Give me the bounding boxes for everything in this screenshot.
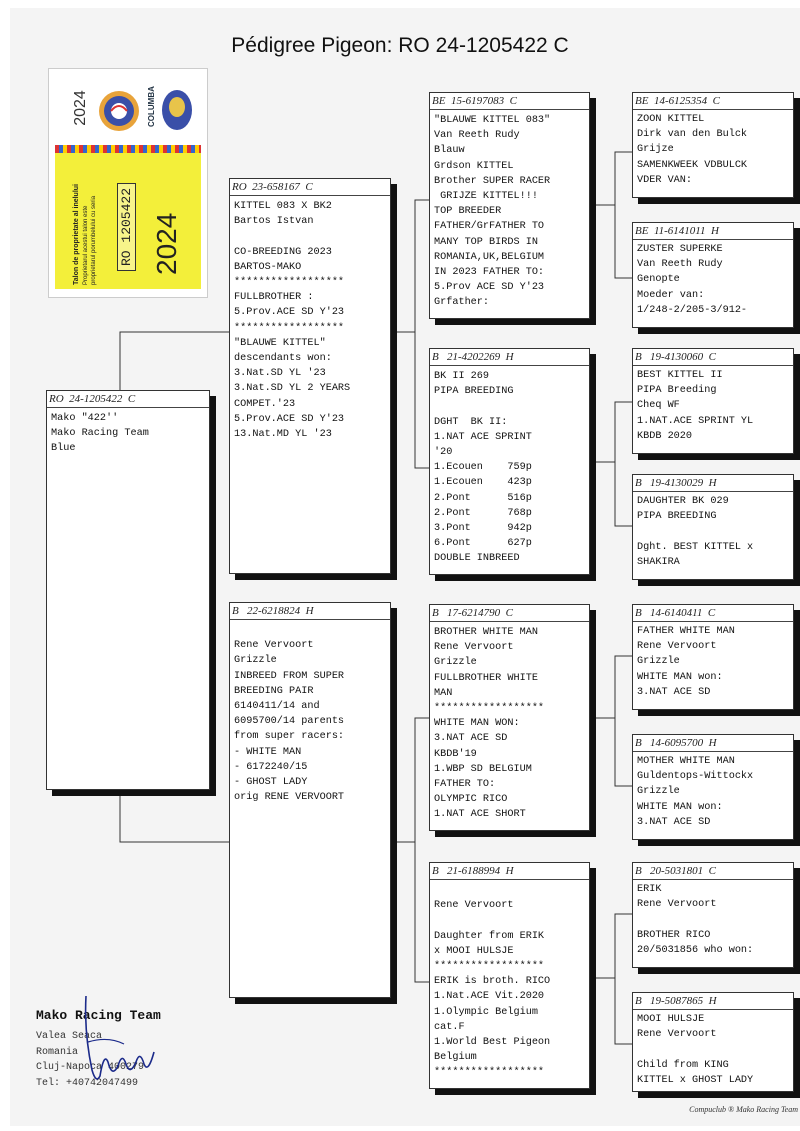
card-line: FATHER/GrFATHER TO: [434, 221, 545, 233]
card-line: DGHT BK II:: [434, 416, 508, 428]
card-line: Rene Vervoort: [234, 640, 314, 652]
card-line: from super racers:: [234, 731, 345, 743]
card-line: 6140411/14 and: [234, 701, 320, 712]
card-line: 5.Prov.ACE SD Y'23: [234, 413, 345, 425]
label-brand: COLUMBA: [147, 86, 156, 127]
card-line: [637, 1043, 789, 1058]
card-line: INBREED FROM SUPER: [234, 670, 345, 682]
card-line: [234, 229, 386, 244]
card-line: COMPET.'23: [234, 398, 296, 410]
card-line: PIPA BREEDING: [637, 511, 717, 523]
card-line: Blue: [51, 443, 76, 455]
card-line: KBDB 2020: [637, 430, 693, 442]
card-line: Romania: [36, 1046, 79, 1058]
card-line: 5.Prov.ACE SD Y'23: [234, 307, 345, 319]
card-line: 1.NAT ACE SPRINT: [434, 431, 532, 443]
card-line: [234, 623, 386, 638]
card-line: x MOOI HULSJE: [434, 945, 514, 957]
card-line: 1.NAT ACE SHORT: [434, 809, 526, 821]
label-text-line3: proprietarul porumbelului cu seria: [91, 195, 97, 285]
card-line: 1.World Best Pigeon: [434, 1037, 551, 1048]
card-line: 2.Pont 516p: [434, 492, 532, 504]
card-line: - WHITE MAN: [234, 746, 302, 758]
card-line: 20/5031856 who won:: [637, 944, 754, 956]
card-lines: [434, 625, 585, 823]
card-line: Van Reeth Rudy: [434, 130, 520, 142]
sire-sire-card: [429, 92, 590, 319]
card-line: 3.NAT ACE SD: [637, 816, 711, 828]
card-line: FATHER TO:: [434, 779, 496, 791]
card-line: 1.Nat.ACE Vit.2020: [434, 991, 545, 1003]
card-line: FATHER WHITE MAN: [637, 626, 735, 637]
sire-card: [229, 178, 391, 574]
card-line: 3.Nat.SD YL '23: [234, 368, 326, 380]
card-line: Grizzle: [234, 655, 277, 667]
card-line: 1.Ecouen 759p: [434, 462, 532, 474]
card-line: [434, 399, 585, 414]
card-line: ERIK: [637, 884, 662, 895]
card-line: 6095700/14 parents: [234, 716, 345, 728]
dam-dam-card: [429, 862, 590, 1089]
card-line: Van Reeth Rudy: [637, 259, 723, 271]
label-year-big: 2024: [151, 212, 182, 275]
card-line: descendants won:: [234, 353, 332, 365]
ring-number: BE 15-6197083 C: [430, 95, 589, 110]
card-line: Cluj-Napoca 400279: [36, 1062, 145, 1073]
label-year: 2024: [71, 90, 89, 126]
card-lines: [637, 883, 789, 959]
card-line: WHITE MAN won:: [637, 801, 723, 813]
card-line: Mako "422'': [51, 413, 119, 424]
card-line: Grfather:: [434, 297, 490, 309]
ggp-dds-card: [632, 862, 794, 968]
card-line: 1.Olympic Belgium: [434, 1006, 538, 1018]
sire-dam-card: [429, 348, 590, 575]
ring-number: B 22-6218824 H: [230, 605, 390, 620]
card-lines: [637, 369, 789, 445]
dam-card: [229, 602, 391, 998]
card-line: 13.Nat.MD YL '23: [234, 429, 332, 441]
card-line: ******************: [434, 1067, 545, 1079]
card-line: Grijze: [637, 144, 674, 156]
card-line: Child from KING: [637, 1059, 729, 1071]
card-line: BEST KITTEL II: [637, 370, 723, 381]
card-line: Rene Vervoort: [434, 900, 514, 912]
ring-number: RO 24-1205422 C: [47, 393, 209, 408]
card-line: DAUGHTER BK 029: [637, 496, 729, 507]
card-line: KBDB'19: [434, 748, 477, 760]
subject-pigeon-card: [46, 390, 210, 790]
signature-icon: [78, 992, 162, 1088]
card-lines: [234, 623, 386, 805]
card-line: IN 2023 FATHER TO:: [434, 267, 545, 279]
card-line: [434, 913, 585, 928]
card-line: Genopte: [637, 274, 680, 286]
card-line: 1.WBP SD BELGIUM: [434, 763, 532, 775]
card-line: SHAKIRA: [637, 556, 680, 568]
card-line: BK II 269: [434, 371, 490, 382]
card-lines: [51, 411, 205, 457]
card-line: Brother SUPER RACER: [434, 175, 551, 187]
card-line: 1.Ecouen 423p: [434, 477, 532, 489]
card-lines: [234, 199, 386, 442]
card-line: GRIJZE KITTEL!!!: [434, 191, 538, 203]
card-lines: [637, 1013, 789, 1089]
card-line: MAN: [434, 687, 453, 699]
card-line: FULLBROTHER :: [234, 292, 314, 304]
card-line: ZOON KITTEL: [637, 114, 705, 125]
card-line: ******************: [234, 322, 345, 334]
card-line: CO-BREEDING 2023: [234, 246, 332, 258]
card-line: 3.NAT ACE SD: [434, 733, 508, 745]
card-lines: [637, 755, 789, 831]
card-line: MOTHER WHITE MAN: [637, 756, 735, 767]
ring-number: B 19-4130029 H: [633, 477, 793, 492]
card-line: orig RENE VERVOORT: [234, 792, 345, 804]
card-line: [434, 883, 585, 898]
page-title: Pédigree Pigeon: RO 24-1205422 C: [231, 34, 569, 57]
ggp-dss-card: [632, 604, 794, 710]
card-line: Rene Vervoort: [637, 1029, 717, 1041]
card-line: - 6172240/15: [234, 761, 308, 773]
card-line: PIPA BREEDING: [434, 386, 514, 398]
card-line: WHITE MAN WON:: [434, 718, 520, 730]
card-line: "BLAUWE KITTEL 083": [434, 115, 551, 126]
card-lines: [637, 625, 789, 701]
card-line: VDER VAN:: [637, 174, 693, 186]
card-line: 3.Nat.SD YL 2 YEARS: [234, 383, 351, 395]
card-line: BARTOS-MAKO: [234, 261, 302, 273]
ring-number: B 17-6214790 C: [430, 607, 589, 622]
card-lines: [434, 113, 585, 311]
card-lines: [637, 495, 789, 571]
ring-number: BE 11-6141011 H: [633, 225, 793, 240]
card-line: 1/248-2/205-3/912-: [637, 304, 748, 316]
card-line: [637, 525, 789, 540]
card-line: FULLBROTHER WHITE: [434, 672, 538, 684]
ring-number: BE 14-6125354 C: [633, 95, 793, 110]
card-line: Grdson KITTEL: [434, 160, 514, 172]
card-line: - GHOST LADY: [234, 777, 308, 789]
card-line: TOP BREEDER: [434, 206, 502, 218]
card-line: Mako Racing Team: [51, 428, 149, 440]
card-line: 2.Pont 768p: [434, 507, 532, 519]
card-line: "BLAUWE KITTEL": [234, 337, 326, 349]
card-line: Valea Seaca: [36, 1031, 103, 1042]
card-line: BREEDING PAIR: [234, 685, 314, 697]
ring-number: B 19-4130060 C: [633, 351, 793, 366]
card-line: Rene Vervoort: [434, 642, 514, 654]
card-line: KITTEL x GHOST LADY: [637, 1074, 754, 1086]
card-line: ROMANIA,UK,BELGIUM: [434, 251, 545, 263]
card-line: 6.Pont 627p: [434, 538, 532, 550]
card-line: Rene Vervoort: [637, 899, 717, 911]
card-line: ******************: [434, 703, 545, 715]
card-line: Belgium: [434, 1052, 477, 1064]
card-line: BROTHER RICO: [637, 929, 711, 941]
card-line: BROTHER WHITE MAN: [434, 627, 538, 638]
card-line: Rene Vervoort: [637, 641, 717, 653]
card-line: '20: [434, 447, 453, 458]
card-line: Moeder van:: [637, 289, 705, 301]
card-line: cat.F: [434, 1021, 465, 1033]
ring-number: B 14-6095700 H: [633, 737, 793, 752]
card-line: Bartos Istvan: [234, 216, 314, 228]
card-line: Daughter from ERIK: [434, 930, 545, 942]
card-line: MOOI HULSJE: [637, 1014, 705, 1025]
card-line: WHITE MAN won:: [637, 671, 723, 683]
footer-credit: Compuclub ® Mako Racing Team: [689, 1105, 798, 1114]
card-line: 3.NAT ACE SD: [637, 686, 711, 698]
label-ring-number: RO 1205422: [117, 183, 136, 271]
card-lines: [434, 883, 585, 1081]
card-line: MANY TOP BIRDS IN: [434, 236, 538, 248]
ring-number: RO 23-658167 C: [230, 181, 390, 196]
card-line: 3.Pont 942p: [434, 523, 532, 535]
card-line: ZUSTER SUPERKE: [637, 244, 723, 255]
card-line: KITTEL 083 X BK2: [234, 201, 332, 212]
card-line: DOUBLE INBREED: [434, 553, 520, 565]
card-line: SAMENKWEEK VDBULCK: [637, 159, 748, 171]
ring-number: B 21-4202269 H: [430, 351, 589, 366]
card-line: Dght. BEST KITTEL x: [637, 541, 754, 553]
ggp-dsd-card: [632, 734, 794, 840]
card-line: Grizzle: [637, 656, 680, 668]
card-line: ERIK is broth. RICO: [434, 976, 551, 988]
ggp-sdd-card: [632, 474, 794, 580]
card-line: ******************: [234, 277, 345, 288]
card-line: Blauw: [434, 145, 465, 157]
card-line: Tel: +40742047499: [36, 1077, 139, 1089]
card-line: PIPA Breeding: [637, 385, 717, 397]
card-line: Guldentops-Wittockx: [637, 771, 754, 783]
card-line: [637, 913, 789, 928]
owner-name: Mako Racing Team: [36, 1008, 161, 1023]
ggp-sss-card: [632, 92, 794, 198]
card-line: Grizzle: [637, 786, 680, 798]
card-lines: [434, 369, 585, 567]
ggp-ddd-card: [632, 992, 794, 1092]
card-lines: [637, 113, 789, 189]
ggp-sds-card: [632, 348, 794, 454]
card-line: 1.NAT.ACE SPRINT YL: [637, 415, 754, 427]
label-text-line1: Talon de proprietate al inelului: [73, 184, 80, 285]
ring-number: B 14-6140411 C: [633, 607, 793, 622]
ggp-ssd-card: [632, 222, 794, 328]
card-line: Grizzle: [434, 657, 477, 669]
card-lines: [637, 243, 789, 319]
ring-number: B 20-5031801 C: [633, 865, 793, 880]
ring-number: B 21-6188994 H: [430, 865, 589, 880]
label-text-line2: Proprietarul acestui talon este: [83, 205, 89, 285]
dam-sire-card: [429, 604, 590, 831]
ring-number: B 19-5087865 H: [633, 995, 793, 1010]
card-line: ******************: [434, 960, 545, 972]
card-line: OLYMPIC RICO: [434, 794, 508, 806]
card-line: Cheq WF: [637, 400, 680, 412]
card-line: Dirk van den Bulck: [637, 129, 748, 141]
card-line: 5.Prov ACE SD Y'23: [434, 282, 545, 294]
